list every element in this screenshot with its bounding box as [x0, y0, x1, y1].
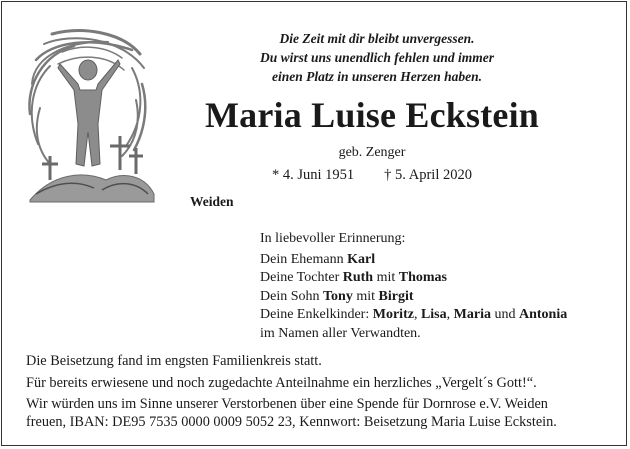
deceased-name: Maria Luise Eckstein [205, 95, 539, 135]
mourners-list [260, 230, 567, 343]
thanks-note: Für bereits erwiesene und noch zugedachte Anteilnahme ein herzliches „Vergelt´s Gott!“. [26, 375, 537, 391]
mourners-intro: In liebevoller Erinnerung: [260, 231, 406, 246]
life-dates [162, 167, 582, 184]
birth-date: * 4. Juni 1951 [272, 167, 355, 183]
mourners-closing: im Namen aller Verwandten. [260, 325, 421, 341]
verse-line-1: Die Zeit mit dir bleibt unvergessen. [279, 31, 475, 46]
birth-name: geb. Zenger [338, 145, 406, 160]
grandchild-name: Maria [453, 307, 491, 322]
mourner-son: Dein Sohn Tony mit Birgit [260, 288, 414, 304]
son-partner-name: Birgit [378, 288, 414, 304]
memorial-verse [212, 29, 542, 86]
verse-line-2: Du wirst uns unendlich fehlen und immer [259, 50, 495, 65]
death-date: † 5. April 2020 [384, 167, 472, 183]
verse-line-3: einen Platz in unseren Herzen haben. [271, 69, 483, 84]
mourner-daughter: Deine Tochter Ruth mit Thomas [260, 270, 447, 285]
obituary-notice [1, 1, 627, 446]
mourner-grandchildren: Deine Enkelkinder: Moritz, Lisa, Maria und Antonia [260, 307, 568, 322]
son-name: Tony [323, 288, 353, 304]
daughter-name: Ruth [342, 270, 374, 285]
daughter-partner-name: Thomas [398, 270, 447, 285]
donation-note-line-2: freuen, IBAN: DE95 7535 0000 0009 5052 23, Kennwort: Beisetzung Maria Luise Eckstein. [26, 414, 557, 430]
husband-name: Karl [347, 251, 376, 267]
footer-notes [26, 352, 557, 431]
donation-note-line-1: Wir würden uns im Sinne unserer Verstorbenen über eine Spende für Dornrose e.V. Weiden [26, 396, 548, 412]
grandchild-name: Moritz [372, 307, 414, 322]
place-name: Weiden [190, 194, 234, 209]
mourner-husband: Dein Ehemann Karl [260, 251, 376, 267]
grandchild-name: Antonia [518, 307, 568, 322]
burial-note: Die Beisetzung fand im engsten Familienkreis statt. [26, 353, 322, 369]
grandchild-name: Lisa [420, 307, 447, 322]
risen-christ-emblem-icon [22, 24, 160, 204]
